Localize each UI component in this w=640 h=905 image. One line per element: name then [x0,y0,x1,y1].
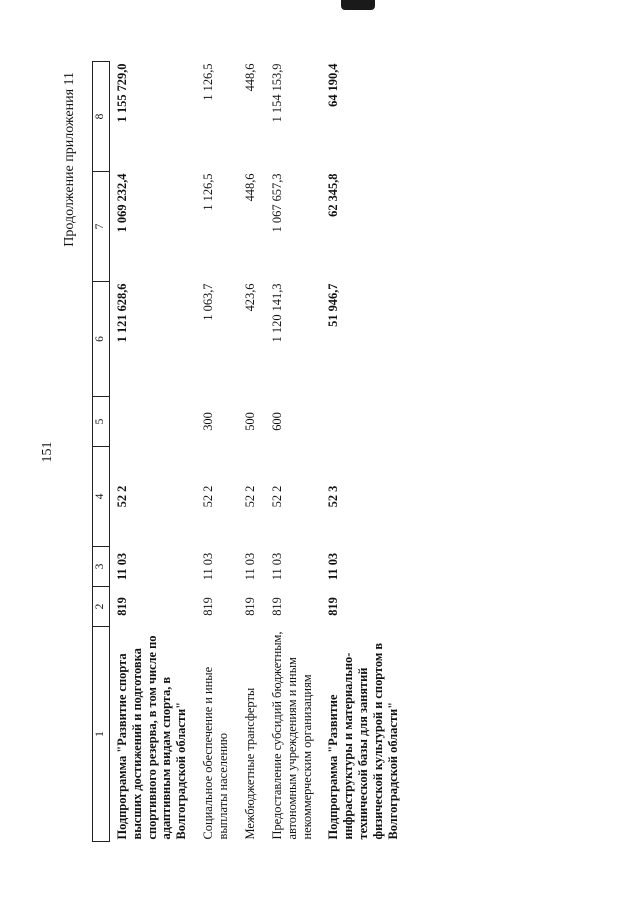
table-row-subsidies [265,62,322,842]
row-name: Социальное обеспечение и иные выплаты населению [201,666,231,840]
amount-col6: 1 063,7 [201,283,216,321]
expense-type [109,397,196,447]
header-cell: 5 [93,397,110,447]
target-article: 52 3 [326,485,341,508]
continuation-title: Продолжение приложения 11 [62,72,77,247]
section-code: 11 03 [201,552,216,581]
expense-type: 500 [242,412,257,431]
amount-col8: 1 154 153,9 [269,63,284,123]
table-row-social-payments [196,62,238,842]
ministry-code: 819 [201,597,216,616]
amount-col7: 62 345,8 [326,173,341,217]
table-header-row [93,62,110,842]
target-article: 52 2 [242,485,257,508]
header-cell: 6 [93,282,110,397]
header-cell: 4 [93,447,110,547]
rotated-page-content [40,22,600,882]
section-code: 11 03 [269,552,284,581]
row-name: Подпрограмма "Развитие спорта высших достижений и подготовка спортивного резерва, в том числе по адаптивным видам спорта, в Волгоградской области" [114,635,189,840]
amount-col6: 1 120 141,3 [269,283,284,343]
section-code: 11 03 [326,552,341,581]
header-cell: 2 [93,587,110,627]
target-article: 52 2 [201,485,216,508]
target-article: 52 2 [269,485,284,508]
table-row-subprogram-sport [109,62,196,842]
ministry-code: 819 [269,597,284,616]
amount-col8: 1 155 729,0 [114,63,129,123]
ministry-code: 819 [114,597,129,616]
target-article: 52 2 [114,485,129,508]
amount-col7: 1 067 657,3 [269,173,284,233]
amount-col8: 1 126,5 [201,63,216,101]
expense-type [321,397,407,447]
header-cell: 3 [93,547,110,587]
page-edge-tab [341,0,375,10]
page-number: 151 [40,441,55,463]
header-cell: 8 [93,62,110,172]
amount-col7: 448,6 [242,173,257,202]
row-name: Подпрограмма "Развитие инфраструктуры и материально-технической базы для занятий физической культурой и спортом в Волгоградской области" [326,642,400,840]
header-cell: 1 [93,627,110,842]
amount-col6: 51 946,7 [326,283,341,327]
amount-col7: 1 126,5 [201,173,216,211]
amount-col6: 1 121 628,6 [114,283,129,343]
amount-col8: 448,6 [242,63,257,92]
table-row-interbudget-transfers [238,62,265,842]
table-row-subprogram-infrastructure [321,62,407,842]
section-code: 11 03 [242,552,257,581]
ministry-code: 819 [326,597,341,616]
amount-col8: 64 190,4 [326,63,341,107]
budget-table [92,61,408,842]
row-name: Межбюджетные трансферты [242,687,257,840]
expense-type: 300 [201,412,216,431]
amount-col6: 423,6 [242,283,257,312]
header-cell: 7 [93,172,110,282]
section-code: 11 03 [114,552,129,581]
amount-col7: 1 069 232,4 [114,173,129,233]
ministry-code: 819 [242,597,257,616]
row-name: Предоставление субсидий бюджетным, автономным учреждениям и иным некоммерческим организациям [269,631,314,840]
expense-type: 600 [269,412,284,431]
